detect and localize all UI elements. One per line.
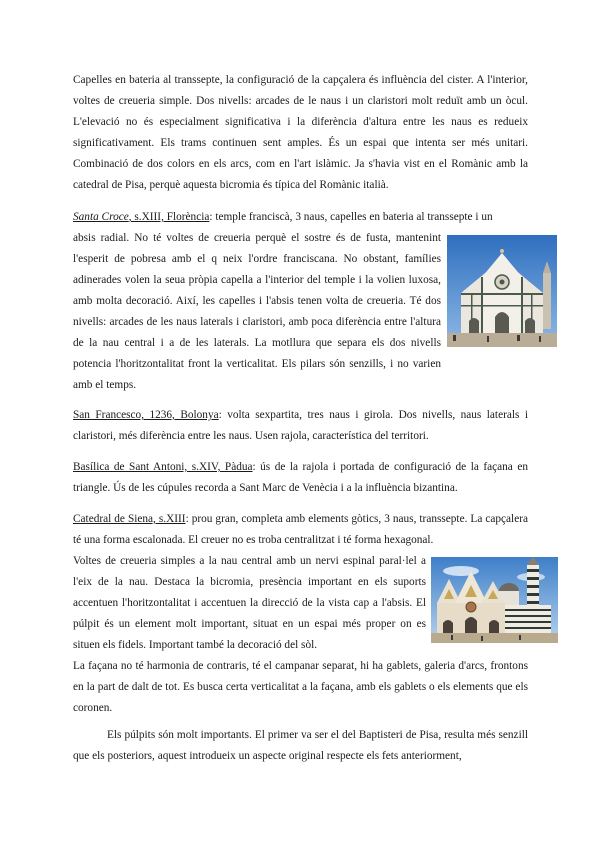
paragraph-siena-intro	[73, 509, 528, 551]
paragraph-santa-croce-first-line	[73, 207, 528, 228]
siena-cathedral-photo	[431, 557, 558, 643]
santa-croce-line1: : temple franciscà, 3 naus, capelles en bateria al transsepte i un	[209, 211, 493, 223]
siena-title: Catedral de Siena, s.XIII	[73, 513, 186, 525]
san-francesco-text: : volta sexpartita, tres naus i girola. Dos nivells, naus laterals i claristori, més diferència entre les naus. Usen rajola, característica del territori.	[73, 409, 528, 442]
paragraph-sant-antoni	[73, 457, 528, 499]
sant-antoni-text: : ús de la rajola i portada de configuració de la façana en triangle. Ús de les cúpules recorda a Sant Marc de Venècia i a la influència bizantina.	[73, 461, 528, 494]
paragraph-santa-croce-body: absis radial. No té voltes de creueria perquè el sostre és de fusta, mantenint l'esperit de pobresa amb el q neix l'ordre franciscana. No obstant, famílies adinerades volen la seua pròpia capella a l'interior del temple i la volien luxosa, amb molta decoració. Així, les capelles i l'absis tenen volta de creueria. Té dos nivells: arcades de les naus laterals i claristori, amb poca diferència entre l'altura de la nau central i a de les laterals. La motllura que separa els dos nivells potencia l'horitzontalitat front la verticalitat. Els pilars són senzills, i no varien amb el temps.	[73, 232, 441, 391]
santa-croce-title-rest: , s.XIII, Florència	[128, 211, 210, 223]
santa-croce-photo	[447, 235, 557, 347]
paragraph-siena-rest: La façana no té harmonia de contraris, té el campanar separat, hi ha gablets, galeria d'arcs, frontons en la part de dalt de tot. Es busca certa verticalitat a la façana, amb els gablets o els elements que els coronen.	[73, 660, 528, 714]
sant-antoni-title: Basílica de Sant Antoni, s.XIV, Pàdua	[73, 461, 253, 473]
paragraph-intro: Capelles en bateria al transsepte, la configuració de la capçalera és influència del cister. A l'interior, voltes de creueria simple. Dos nivells: arcades de le naus i un claristori molt reduït amb un òcul. L'elevació no és especialment significativa i la diferència d'altura entre les naus es redueix significativament. Els trams continuen sent amples. És un espai que intenta ser més unitari. Combinació de dos colors en els arcs, com en l'art islàmic. Ja s'havia vist en el Romànic amb la catedral de Pisa, perquè aquesta bicromia és típica del Romànic italià.	[73, 74, 528, 191]
santa-croce-title-italic: Santa Croce	[73, 211, 129, 223]
san-francesco-title: San Francesco, 1236, Bolonya	[73, 409, 219, 421]
siena-line-text: : prou gran, completa amb elements gòtics, 3 naus, transsepte. La capçalera té una forma escalonada. El creuer no es troba centralitzat i té forma hexagonal.	[73, 513, 528, 546]
paragraph-san-francesco	[73, 405, 528, 447]
paragraph-pulpits: Els púlpits són molt importants. El primer va ser el del Baptisteri de Pisa, resulta més senzill que els posteriors, aquest introdueix un aspecte original respecte els fets anteriorment,	[73, 729, 528, 762]
paragraph-siena-narrow: Voltes de creueria simples a la nau central amb un nervi espinal paral·lel a l'eix de la nau. Destaca la bicromia, presència important en els suports accentuen l'horitzontalitat i accentuen la direcció de la vista cap a l'absis. El púlpit és un element molt important, situat en un espai més proper on es situen els fidels. Important també la decoració del sòl.	[73, 555, 426, 651]
